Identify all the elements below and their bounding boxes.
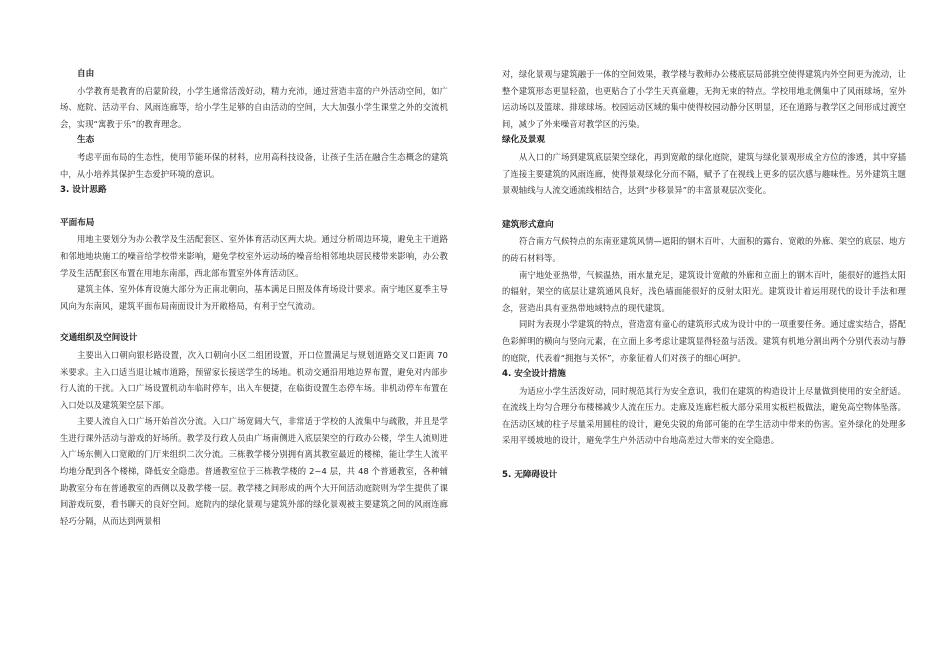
left-column — [60, 66, 448, 529]
heading-xingshi: 建筑形式意向 — [502, 219, 554, 230]
heading-jiaotong: 交通组织及空间设计 — [60, 333, 138, 344]
paragraph-shengtai: 考虑平面布局的生态性，使用节能环保的材料，应用高科技设备，让孩子生活在融合生态概念的建筑中，从小培养其保护生态爱护环境的意识。 — [60, 151, 448, 179]
paragraph-xingshi-3: 同时为表现小学建筑的特点，营造富有童心的建筑形式成为设计中的一项重要任务。通过虚实结合，搭配色彩鲜明的横向与竖向元素，在立面上多考虑让建筑显得轻盈与活泼。建筑有机地分割出两个分别代表动与静的庭院，代表着“拥抱与关怀”，亦象征着人们对孩子的细心呵护。 — [502, 319, 906, 363]
heading-pingmian: 平面布局 — [60, 217, 95, 228]
section-4-heading: 4. 安全设计措施 — [502, 369, 566, 380]
paragraph-lvhua: 从入口的广场到建筑底层架空绿化，再到宽敞的绿化庭院，建筑与绿化景观形成全方位的渗透，其中穿插了连接主要建筑的风雨连廊，使得景观绿化分而不隔，赋予了在视线上更多的层次感与趣味性。另外建筑主题景观轴线与人流交通流线相结合，达到“步移景异”的丰富景观层次变化。 — [502, 151, 906, 196]
section-3-heading: 3. 设计思路 — [60, 185, 107, 196]
heading-ziyou: 自由 — [77, 69, 95, 79]
paragraph-pingmian-1: 用地主要划分为办公教学及生活配套区、室外体育活动区两大块。通过分析周边环境，避免主干道路和邻地地块施工的噪音给学校带来影响，避免学校室外运动场的噪音给相邻地块居民楼带来影响，办公教学及生活配套区布置在用地东南部，西北部布置室外体育活动区。 — [60, 234, 448, 278]
paragraph-pingmian-2: 建筑主体、室外体育设施大部分为正南北朝向，基本满足日照及体育场设计要求。南宁地区夏季主导风向为东南风，建筑平面布局南面设计为开敞格局，有利于空气流动。 — [60, 284, 448, 311]
section-5-heading: 5. 无障碍设计 — [502, 470, 558, 481]
paragraph-xingshi-1: 符合南方气候特点的东南亚建筑风情—遮阳的钢木百叶、大面积的露台、宽敞的外廊、架空的底层、地方的砖石材料等。 — [502, 236, 906, 263]
heading-shengtai: 生态 — [77, 135, 95, 146]
paragraph-anquan: 为适应小学生活泼好动，同时规范其行为安全意识，我们在建筑的构造设计上尽量做到使用的安全舒适。在流线上均匀合理分布楼梯减少人流在压力。走廊及连廊栏板大部分采用实板栏板做法，避免高空物体坠落。在活动区域的柱子尽量采用圆柱的设计，避免尖锐的角部可能的在学生活动中带来的伤害。室外绿化的处理多采用平缓坡地的设计，避免学生户外活动中台地高差过大带来的安全隐患。 — [502, 385, 906, 446]
paragraph-jiaotong-2: 主要人流自入口广场开始首次分流。入口广场宽阔大气，非常适于学校的人流集中与疏散，并且是学生进行课外活动与游戏的好场所。教学及行政人员由广场南侧进入底层架空的行政办公楼，学生人流则进入广场东侧入口宽敞的门厅来组织二次分流。三栋教学楼分别拥有离其教室最近的楼梯，能让学生人流平均地分配到各个楼梯，降低安全隐患。普通教室位于三栋教学楼的 2~4 层，共 48 个普通教室，各种辅助教室分布在普通教室的西侧以及教学楼一层。教学楼之间形成的两个大开间活动庭院则为学生提供了课间游戏玩耍，看书聊天的良好空间。庭院内的绿化景观与建筑外部的绿化景观被主要建筑之间的风雨连廊轻巧分隔，从而达到两景相 — [60, 416, 448, 526]
right-column — [502, 66, 906, 484]
paragraph-continued: 对，绿化景观与建筑融于一体的空间效果，教学楼与教师办公楼底层局部挑空使得建筑内外空间更为流动，让整个建筑形态更显轻盈，也更贴合了小学生天真童趣，无拘无束的特点。学校用地北侧集中了风雨球场，室外运动场以及篮球、排球球场。校园运动区域的集中使得校园动静分区明显，还在道路与教学区之间形成过渡空间，减少了外来噪音对教学区的污染。 — [502, 69, 906, 129]
paragraph-xingshi-2: 南宁地处亚热带，气候温热，雨水量充足，建筑设计宽敞的外廊和立面上的钢木百叶，能很好的遮挡太阳的辐射，架空的底层让建筑通风良好，浅色墙面能很好的反射太阳光。建筑设计着运用现代的设计手法和理念，营造出具有亚热带地域特点的现代建筑。 — [502, 269, 906, 313]
paragraph-jiaotong-1: 主要出入口朝向银杉路设置，次入口朝向小区二组团设置，开口位置满足与规划道路交叉口距离 70 米要求。主入口适当退让城市道路，预留家长接送学生的场地。机动交通沿用地边界布置，避免对内部步行人流的干扰。入口广场设置机动车临时停车，出入车便捷，在临街设置生态停车场。非机动停车布置在入口处以及建筑架空层下部。 — [60, 349, 448, 410]
paragraph-ziyou: 小学教育是教育的启蒙阶段，小学生通常活泼好动，精力充沛，通过营造丰富的户外活动空间，如广场、庭院、活动平台、风雨连廊等，给小学生足够的自由活动的空间，大大加强小学生课堂之外的交流机会，实现“寓教于乐”的教育理念。 — [60, 85, 448, 129]
heading-lvhua: 绿化及景观 — [502, 135, 545, 146]
